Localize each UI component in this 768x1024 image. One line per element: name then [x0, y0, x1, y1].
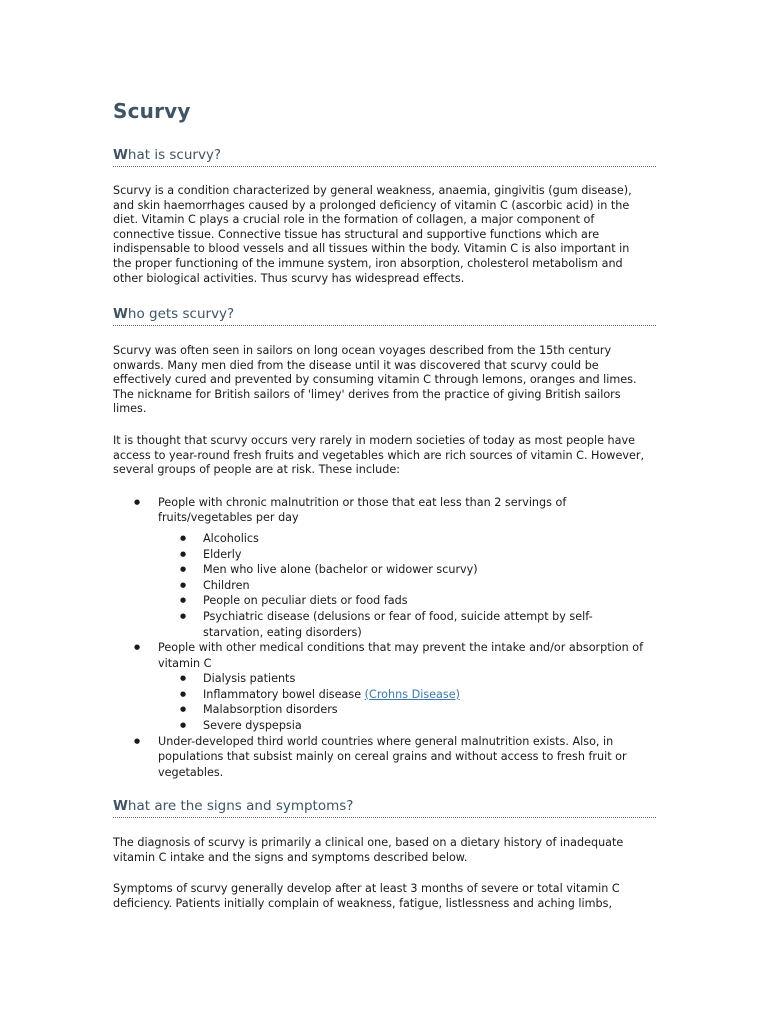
list-item: ● Psychiatric disease (delusions or fear of food, suicide attempt by self-starvation, eating disorders) — [113, 609, 603, 640]
section-heading: What is scurvy? — [113, 147, 656, 167]
section-signs-and-symptoms — [113, 798, 656, 911]
section-who-gets-scurvy — [113, 306, 656, 780]
list-item: ● Dialysis patients — [113, 671, 656, 687]
condition-sublist — [113, 671, 656, 733]
list-item: ● Elderly — [113, 547, 656, 563]
list-item: ● People with other medical conditions that may prevent the intake and/or absorption of vitamin C — [113, 640, 658, 671]
crohns-disease-link[interactable]: (Crohns Disease) — [364, 687, 460, 701]
list-item: ● People with chronic malnutrition or those that eat less than 2 servings of fruits/vegetables per day — [113, 495, 578, 526]
list-item: ● Under-developed third world countries where general malnutrition exists. Also, in populations that subsist mainly on cereal grains and without access to fresh fruit or vegetables. — [113, 734, 638, 781]
paragraph: Symptoms of scurvy generally develop after at least 3 months of severe or total vitamin C deficiency. Patients initially complain of weakness, fatigue, listlessness and aching limbs, — [113, 882, 620, 910]
list-item: ● Children — [113, 578, 656, 594]
section-heading: What are the signs and symptoms? — [113, 798, 656, 818]
risk-group-list — [113, 640, 656, 671]
list-item: ● Men who live alone (bachelor or widower scurvy) — [113, 562, 656, 578]
page-title: Scurvy — [113, 99, 191, 123]
risk-group-list — [113, 734, 656, 781]
list-item: ● Malabsorption disorders — [113, 702, 656, 718]
paragraph: The diagnosis of scurvy is primarily a clinical one, based on a dietary history of inadequate vitamin C intake and the signs and symptoms described below. — [113, 836, 624, 864]
paragraph: It is thought that scurvy occurs very rarely in modern societies of today as most people have access to year-round fresh fruits and vegetables which are rich sources of vitamin C. However, several groups of people are at risk. These include: — [113, 433, 645, 477]
section-what-is-scurvy — [113, 147, 656, 286]
risk-group-list — [113, 495, 656, 526]
paragraph: Scurvy was often seen in sailors on long ocean voyages described from the 15th century onwards. Many men died from the disease until it was discovered that scurvy could be effectively cured and prevented by consuming vitamin C through lemons, oranges and limes. The nickname for British sailors of 'limey' derives from the practice of giving British sailors limes. — [113, 344, 637, 416]
list-item: ● Severe dyspepsia — [113, 718, 656, 734]
list-item: ● People on peculiar diets or food fads — [113, 593, 656, 609]
list-item: ● Alcoholics — [113, 531, 656, 547]
risk-sublist — [113, 531, 656, 640]
list-item-text: Inflammatory bowel disease — [203, 687, 362, 701]
section-heading: Who gets scurvy? — [113, 306, 656, 326]
paragraph: Scurvy is a condition characterized by general weakness, anaemia, gingivitis (gum disease), and skin haemorrhages caused by a prolonged deficiency of vitamin C (ascorbic acid) in the diet. Vitamin C plays a crucial role in the formation of collagen, a major component of connective tissue. Connective tissue has structural and supportive functions which are indispensable to blood vessels and all tissues within the body. Vitamin C is also important in the proper functioning of the immune system, iron absorption, cholesterol metabolism and other biological activities. Thus scurvy has widespread effects. — [113, 184, 632, 285]
list-item — [113, 687, 656, 703]
